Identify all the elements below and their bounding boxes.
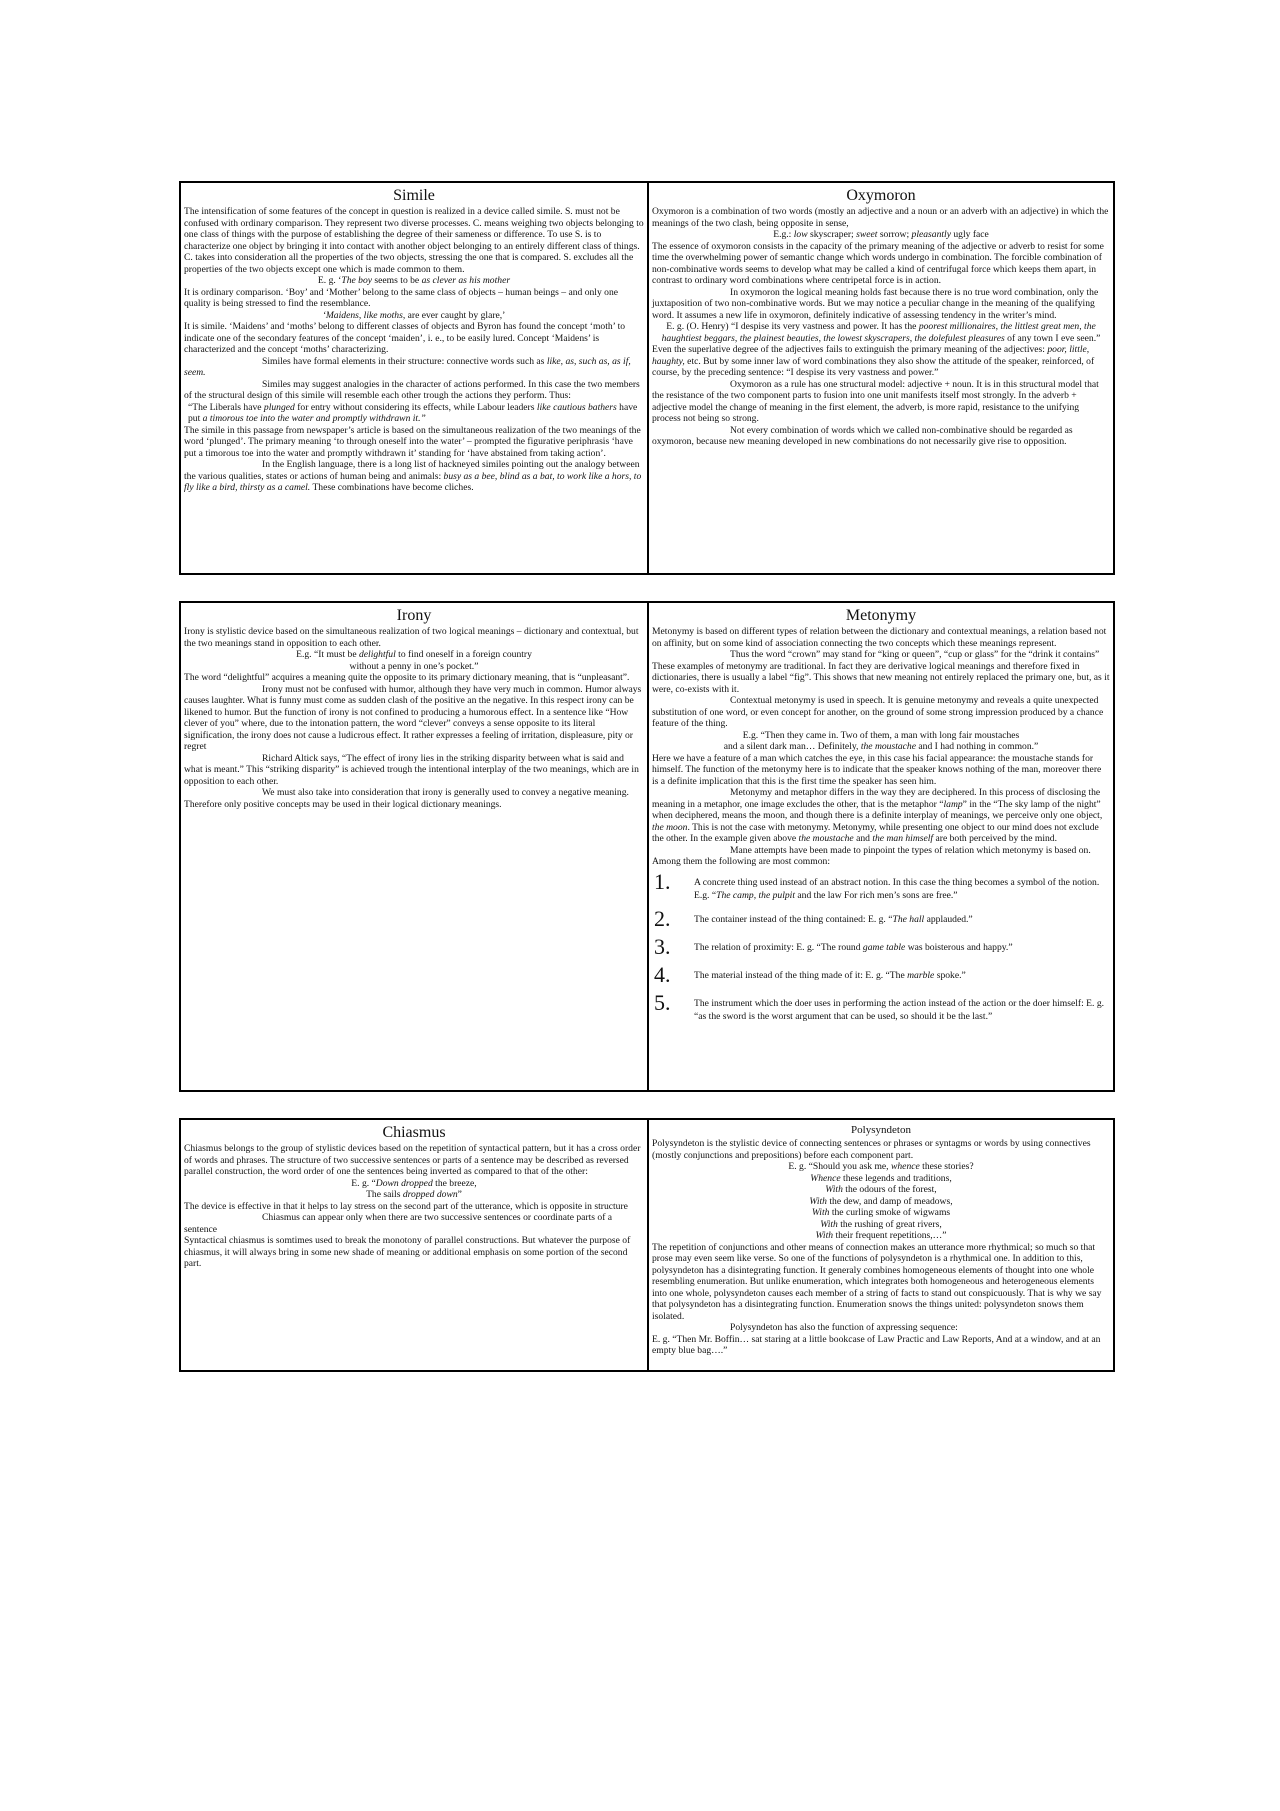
chiasmus-example: The sails dropped down” [366, 1189, 462, 1200]
table-row-1 [179, 181, 1115, 575]
irony-paragraph: Irony is stylistic device based on the simultaneous realization of two logical meanings – dictionary and contextual, but the two meanings stand in opposition to each other. [184, 626, 639, 649]
polysyndeton-paragraph: Polysyndeton has also the function of axpressing sequence: [730, 1322, 958, 1333]
oxymoron-quote: E. g. (O. Henry) “I despise its very vastness and power. It has the poorest millionaires, the littlest great men, the haughtiest beggars, the plainest beauties, the lowest skyscrapers, the dolefulest pleasures of any town I eve seen.” [661, 321, 1101, 344]
simile-paragraph: In the English language, there is a long list of hackneyed similes pointing out the analogy between the various qualities, states or actions of human being and animals: busy as a bee, blind as a bat, to work like a hors, to fly like a bird, thirsty as a camel. These combinations have become cliches. [184, 459, 642, 493]
irony-title: Irony [396, 607, 432, 624]
metonymy-paragraph: Thus the word “crown” may stand for “king or queen”, “cup or glass” for the “drink it contains” These examples of metonymy are traditional. In fact they are derivative logical meanings and therefore fixed in dictionaries, there is usually a label “fig”. This shows that new meaning not entirely replaced the primary one, but, as it were, co-exists with it. [652, 649, 1110, 695]
list-item: 3. The relation of proximity: E. g. “The round game table was boisterous and happy.” [654, 933, 1013, 959]
list-item: 1. A concrete thing used instead of an abstract notion. In this case the thing becomes a symbol of the notion. E.g. “The camp, the pulpit and the law For rich men’s sons are free.” [654, 868, 1100, 901]
metonymy-paragraph: Mane attempts have been made to pinpoint the types of relation which metonymy is based on. Among them the following are most common: [652, 844, 1091, 867]
simile-quote: “The Liberals have plunged for entry without considering its effects, while Labour leaders like cautious bathers have put a timorous toe into the water and promptly withdrawn it.” [188, 401, 638, 424]
polysyndeton-cell [647, 1120, 1113, 1370]
metonymy-example: E.g. “Then they came in. Two of them, a man with long fair moustaches [742, 729, 1020, 741]
table-row-2 [179, 601, 1115, 1092]
oxymoron-paragraph: Not every combination of words which we called non-combinative should be regarded as oxymoron, because new meaning developed in new combinations do not necessarily give rise to opposition. [652, 424, 1073, 447]
polysyndeton-verse-line: With their frequent repetitions,…” [815, 1230, 947, 1241]
metonymy-paragraph: Metonymy is based on different types of relation between the dictionary and contextual meanings, a relation based not on affinity, but on some kind of association connecting the two concepts which these meanings represent. [652, 626, 1107, 649]
oxymoron-example: E.g.: low skyscraper; sweet sorrow; pleasantly ugly face [773, 229, 989, 240]
polysyndeton-paragraph: E. g. “Then Mr. Boffin… sat staring at a little bookcase of Law Practic and Law Reports, And at a window, and at an empty blue bag….” [652, 1333, 1101, 1356]
irony-cell [181, 603, 647, 1090]
metonymy-paragraph: Here we have a feature of a man which catches the eye, in this case his facial appearance: the moustache stands for himself. The function of the metonymy here is to indicate that the speaker knows nothing of the man, moreover there is a definite implication that this is the first time the speaker has seen him. [652, 752, 1102, 787]
simile-paragraph: Similes may suggest analogies in the character of actions performed. In this case the two members of the structural design of this simile will resemble each other trough the actions they perform. Thus: [184, 378, 640, 401]
chiasmus-paragraph: The device is effective in that it helps to lay stress on the second part of the utterance, which is opposite in structure [184, 1200, 628, 1212]
polysyndeton-verse-line: With the rushing of great rivers, [820, 1218, 942, 1230]
oxymoron-cell [647, 183, 1113, 573]
chiasmus-example: E. g. “Down dropped the breeze, [351, 1177, 477, 1189]
irony-example: E.g. “It must be delightful to find oneself in a foreign country [296, 649, 532, 660]
table-row-3 [179, 1118, 1115, 1372]
simile-paragraph: Similes have formal elements in their structure: connective words such as like, as, such as, as if, seem. [184, 355, 631, 378]
metonymy-type-list [652, 868, 1110, 1023]
polysyndeton-verse-line: Whence these legends and traditions, [810, 1172, 952, 1184]
chiasmus-paragraph: Chiasmus can appear only when there are two successive sentences or coordinate parts of a sentence [184, 1212, 613, 1235]
metonymy-paragraph: Metonymy and metaphor differs in the way they are deciphered. In this process of disclosing the meaning in a metaphor, one image excludes the other, that is the metaphor “lamp” in the “The sky lamp of the night” when deciphered, means the moon, and though there is a definite interplay of meanings, we perceive only one object, the moon. This is not the case with metonymy. Metonymy, while presenting one object to our mind does not exclude the other. In the example given above the moustache and the man himself are both perceived by the mind. [652, 787, 1103, 844]
simile-paragraph: The simile in this passage from newspaper’s article is based on the simultaneous realization of the two meanings of the word ‘plunged’. The primary meaning ‘to through oneself into the water’ – prompted the figurative periphrasis ‘have put a timorous toe into the water and promptly withdrawn it’ standing for ‘have abstained from taking action’. [184, 424, 641, 459]
simile-paragraph: It is simile. ‘Maidens’ and ‘moths’ belong to different classes of objects and Byron has found the concept ‘moth’ to indicate one of the secondary features of the concept ‘maiden’, i. e., to be easily lured. Concept ‘Maidens’ is characterized and the concept ‘moths’ characterizing. [184, 321, 626, 355]
oxymoron-title: Oxymoron [846, 187, 916, 204]
oxymoron-paragraph: In oxymoron the logical meaning holds fast because there is no true word combination, only the juxtaposition of two non-combinative words. But we may notice a peculiar change in the meaning of the qualifying word. It assumes a new life in oxymoron, definitely indicative of assessing tendency in the writer’s mind. [652, 286, 1099, 321]
list-item: 2. The container instead of the thing contained: E. g. “The hall applauded.” [654, 905, 973, 931]
irony-paragraph: The word “delightful” acquires a meaning quite the opposite to its primary dictionary meaning, that is “unpleasant”. [184, 672, 630, 683]
simile-example: ‘Maidens, like moths, are ever caught by glare,’ [322, 309, 506, 321]
polysyndeton-paragraph: Polysyndeton is the stylistic device of connecting sentences or phrases or syntagms or words by using connectives (mostly conjunctions and prepositions) before each component part. [652, 1138, 1091, 1161]
metonymy-title: Metonymy [845, 607, 917, 624]
chiasmus-paragraph: Chiasmus belongs to the group of stylistic devices based on the repetition of syntactical pattern, but it has a cross order of words and phrases. The structure of two successive sentences or parts of a sentence may be described as reversed parallel construction, the word order of one the sentences being inverted as compared to that of the other: [184, 1143, 641, 1177]
oxymoron-paragraph: Oxymoron is a combination of two words (mostly an adjective and a noun or an adverb with an adjective) in which the meanings of the two clash, being opposite in sense, [652, 206, 1109, 229]
irony-example: without a penny in one’s pocket.” [349, 660, 479, 672]
oxymoron-paragraph: Even the superlative degree of the adjectives fails to extinguish the primary meaning of the adjectives: poor, little, haughty, etc. But by some inner law of word combinations they also show the attitude of the speaker, reinforced, of course, by the preceding sentence: “I despise its very vastness and power.” [652, 344, 1095, 378]
simile-example: E. g. ‘The boy seems to be as clever as his mother [317, 275, 511, 286]
chiasmus-title: Chiasmus [382, 1124, 446, 1141]
metonymy-example: and a silent dark man… Definitely, the moustache and I had nothing in common.” [723, 741, 1039, 752]
polysyndeton-verse-line: With the dew, and damp of meadows, [809, 1195, 953, 1207]
polysyndeton-example: E. g. “Should you ask me, whence these stories? [788, 1161, 974, 1172]
polysyndeton-verse-line: With the odours of the forest, [825, 1184, 937, 1195]
oxymoron-paragraph: The essence of oxymoron consists in the capacity of the primary meaning of the adjective or adverb to resist for some time the overwhelming power of semantic change which words undergo in combination. The forcible combination of non-combinative words seems to develop what may be called a kind of centrifugal force which keeps them apart, in contrast to ordinary word combinations where centripetal force is in action. [652, 240, 1104, 286]
list-item: 4. The material instead of the thing made of it: E. g. “The marble spoke.” [654, 961, 966, 987]
list-item: 5. The instrument which the doer uses in performing the action instead of the action or the doer himself: E. g. “as the sword is the worst argument that can be used, so should it be the last.” [654, 989, 1105, 1022]
polysyndeton-paragraph: The repetition of conjunctions and other means of connection makes an utterance more rhythmical; so much so that prose may even seem like verse. So one of the functions of polysyndeton is a rhythmical one. In addition to this, polysyndeton has a disintegrating function. It generaly combines homogeneous elements of thought into one whole resembling enumeration. But unlike enumeration, which integrates both homogeneous and heterogeneous elements into one whole, polysyndeton causes each member of a string of facts to stand out conspicuously. That is why we say that polysyndeton has a disintegrating function. Enumeration snows the things united: polysyndeton snows them isolated. [652, 1241, 1102, 1322]
metonymy-cell [647, 603, 1113, 1090]
oxymoron-paragraph: Oxymoron as a rule has one structural model: adjective + noun. It is in this structural model that the resistance of the two component parts to fusion into one unit manifests itself most strongly. In the adverb + adjective model the change of meaning in the first element, the adverb, is more rapid, resistance to the unifying process not being so strong. [652, 378, 1099, 424]
simile-title: Simile [393, 187, 435, 204]
irony-paragraph: We must also take into consideration that irony is generally used to convey a negative meaning. Therefore only positive concepts may be used in their logical dictionary meanings. [184, 787, 629, 810]
irony-paragraph: Richard Altick says, “The effect of irony lies in the striking disparity between what is said and what is meant.” This “striking disparity” is achieved trough the intentional interplay of the two meanings, which are in opposition to each other. [184, 752, 639, 787]
chiasmus-cell [181, 1120, 647, 1370]
chiasmus-paragraph: Syntactical chiasmus is somtimes used to break the monotony of parallel constructions. But whatever the purpose of chiasmus, it will always bring in some new shade of meaning or additional emphasis on some portion of the second part. [184, 1235, 631, 1269]
simile-paragraph: It is ordinary comparison. ‘Boy’ and ‘Mother’ belong to the same class of objects – human beings – and only one quality is being stressed to find the resemblance. [184, 286, 619, 309]
irony-paragraph: Irony must not be confused with humor, although they have very much in common. Humor always causes laughter. What is funny must come as sudden clash of the positive an the negative. In this respect irony can be likened to humor. But the function of irony is not confined to producing a humorous effect. In a sentence like “How clever of you” where, due to the intonation pattern, the word “clever” conveys a sense opposite to its literal signification, the irony does not cause a ludicrous effect. It rather expresses a feeling of irritation, displeasure, pity or regret [184, 683, 642, 752]
polysyndeton-verse-line: With the curling smoke of wigwams [811, 1207, 951, 1218]
metonymy-paragraph: Contextual metonymy is used in speech. It is genuine metonymy and reveals a quite unexpected substitution of one word, or even concept for another, on the ground of some strong impression produced by a chance feature of the thing. [652, 695, 1104, 729]
simile-cell [181, 183, 647, 573]
polysyndeton-title: Polysyndeton [851, 1124, 911, 1136]
simile-paragraph: The intensification of some features of the concept in question is realized in a device called simile. S. must not be confused with ordinary comparison. They represent two diverse processes. C. means weighing two objects belonging to one class of things with the purpose of establishing the degree of their sameness or difference. To use S. is to characterize one object by bringing it into contact with another object belonging to an entirely different class of things. C. takes into consideration all the properties of the two objects, stressing the one that is compared. S. excludes all the properties of the two objects except one which is made common to them. [184, 206, 644, 275]
